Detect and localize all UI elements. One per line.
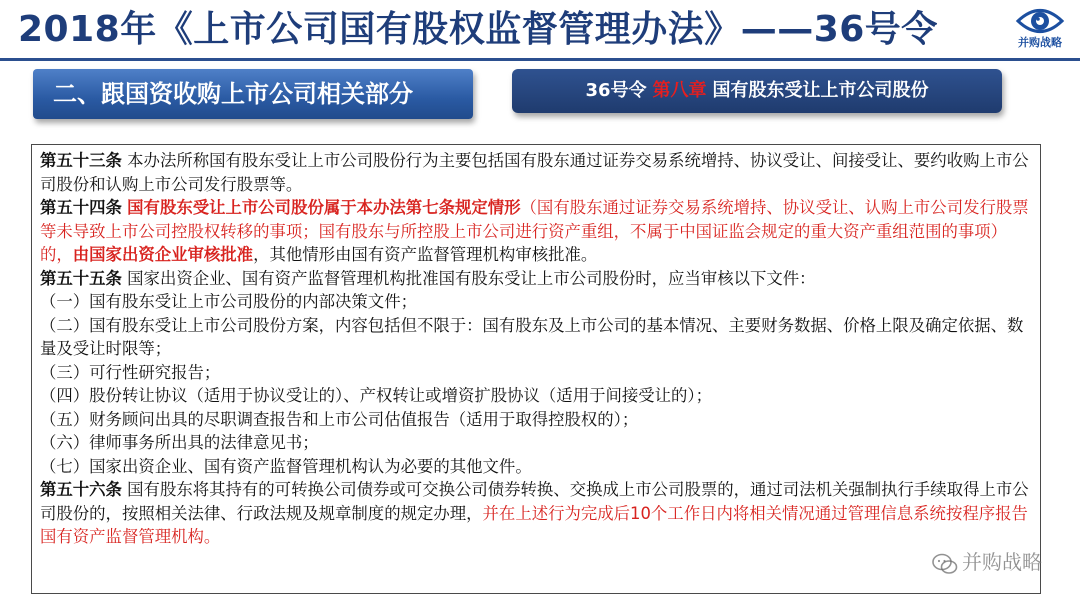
- section-tab: 二、跟国资收购上市公司相关部分: [33, 69, 473, 119]
- article-54: [40, 196, 1032, 267]
- article-text: ，其他情形由国有资产监督管理机构审核批准。: [253, 245, 598, 264]
- list-item: （六）律师事务所出具的法律意见书；: [40, 433, 319, 452]
- list-item: （五）财务顾问出具的尽职调查报告和上市公司估值报告（适用于取得控股权的）；: [40, 409, 639, 429]
- article-highlight: 并在上述行为完成后10个工作日内将相关情况通过管理信息系统按程序报告国有资产监督管理机构。: [40, 503, 1028, 546]
- wechat-icon: [932, 553, 958, 575]
- content-box: [31, 144, 1041, 594]
- chapter-title: 国有股东受让上市公司股份: [712, 80, 929, 101]
- article-highlight: 由国家出资企业审核批准: [72, 245, 254, 264]
- article-text: 国有股东将其持有的可转换公司债券或可交换公司债券转换、交换成上市公司股票的，通过司法机关强制执行手续取得上市公司股份的，按照相关法律、行政法规及规章制度的规定办理，: [40, 480, 1029, 523]
- article-highlight: （国有股东通过证券交易系统增持、协议受让、认购上市公司发行股票等未导致上市公司控股权转移的事项；国有股东与所控股上市公司进行资产重组，不属于中国证监会规定的重大资产重组范围的事项）的，: [40, 198, 1029, 264]
- article-55: [40, 267, 1032, 291]
- article-56: [40, 478, 1032, 549]
- list-item: （四）股份转让协议（适用于协议受让的）、产权转让或增资扩股协议（适用于间接受让的）；: [40, 386, 713, 405]
- chapter-prefix: 36号令: [585, 80, 647, 101]
- logo: [1008, 4, 1072, 56]
- title-bar: [0, 0, 1080, 64]
- article-label: 第五十四条: [40, 198, 122, 217]
- chapter-number: 第八章: [652, 80, 707, 101]
- page-title: 2018年《上市公司国有股权监督管理办法》——36号令: [18, 9, 938, 50]
- watermark-text: 并购战略: [962, 550, 1042, 574]
- watermark: [932, 548, 1042, 576]
- list-item: （二）国有股东受让上市公司股份方案，内容包括但不限于：国有股东及上市公司的基本情况、主要财务数据、价格上限及确定依据、数量及受让时限等；: [40, 315, 1024, 358]
- eye-icon: [1015, 4, 1065, 38]
- article-53: [40, 149, 1032, 196]
- article-text: 国家出资企业、国有资产监督管理机构批准国有股东受让上市公司股份时，应当审核以下文件：: [127, 268, 816, 288]
- list-item: （一）国有股东受让上市公司股份的内部决策文件；: [40, 292, 417, 311]
- article-label: 第五十五条: [40, 268, 122, 288]
- list-item: （三）可行性研究报告；: [40, 362, 221, 382]
- article-label: 第五十三条: [40, 151, 122, 170]
- list-item: （七）国家出资企业、国有资产监督管理机构认为必要的其他文件。: [40, 456, 532, 476]
- title-divider: [0, 58, 1080, 61]
- article-text: 本办法所称国有股东受让上市公司股份行为主要包括国有股东通过证券交易系统增持、协议受让、间接受让、要约收购上市公司股份和认购上市公司发行股票等。: [40, 151, 1029, 194]
- article-label: 第五十六条: [40, 480, 122, 499]
- article-highlight: 国有股东受让上市公司股份属于本办法第七条规定情形: [127, 198, 521, 217]
- logo-text: 并购战略: [1018, 36, 1062, 49]
- chapter-tab: [512, 69, 1002, 113]
